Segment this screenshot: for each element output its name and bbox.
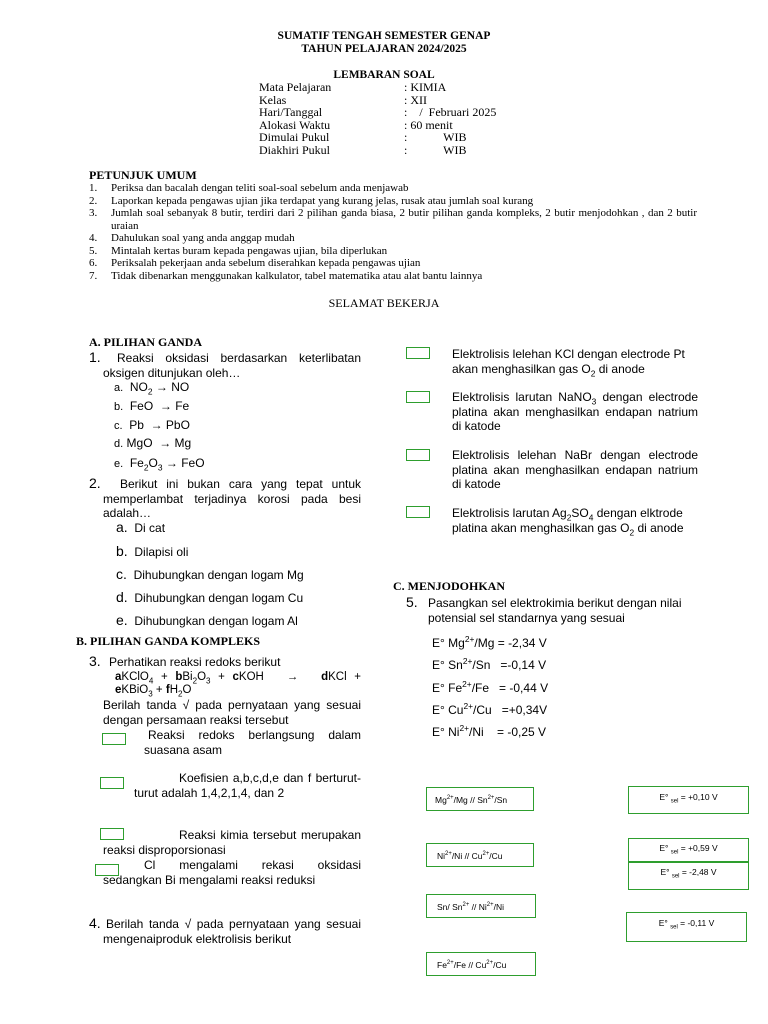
rule-text: Periksa dan bacalah dengan teliti soal-soal sebelum anda menjawab — [111, 182, 409, 194]
answer-checkbox[interactable] — [406, 347, 430, 359]
rule-text: Mintalah kertas buram kepada pengawas ujian, bila diperlukan — [111, 244, 388, 257]
potential-value: -0,14 V — [507, 658, 547, 672]
rule-text: Jumlah soal sebanyak 8 butir, terdiri dari 2 pilihan ganda biasa, 2 butir pilihan ganda kompleks, 2 butir menjodohkan , dan 2 butir uraian — [111, 207, 697, 232]
option-letter: e. — [114, 458, 124, 470]
electrolysis-statement: Elektrolisis lelehan NaBr dengan electrode platina akan menghasilkan endapan natrium di katode — [452, 448, 698, 491]
info-value: : KIMIA — [404, 80, 447, 94]
rule-number: 4. — [89, 232, 98, 244]
option: e. $Fe_2O_3$ → FeO — [114, 456, 205, 473]
option-text: Di cat — [134, 521, 166, 535]
option-letter: c. — [114, 420, 123, 432]
question-text: Berikut ini bukan cara yang tepat untuk memperlambat terjadinya korosi pada besi adalah… — [103, 477, 361, 520]
sheet-title: LEMBARAN SOAL — [333, 69, 435, 81]
section-c-heading: C. MENJODOHKAN — [393, 579, 505, 593]
info-label: Hari/Tanggal — [259, 105, 323, 119]
rule-text: Laporkan kepada pengawas ujian jika terdapat yang kurang jelas, rusak atau jumlah soal kurang — [111, 194, 534, 207]
statement-text: Reaksi kimia tersebut merupakan reaksi disproporsionasi — [103, 828, 361, 857]
answer-checkbox[interactable] — [100, 777, 124, 789]
exam-year: TAHUN PELAJARAN 2024/2025 — [301, 43, 467, 55]
answer-checkbox[interactable] — [102, 733, 126, 745]
exam-title: SUMATIF TENGAH SEMESTER GENAP — [277, 30, 491, 42]
rule-number: 2. — [89, 194, 98, 207]
potential-row: E° $Cu^{2+}/Cu =+0,34V$ — [432, 701, 548, 717]
cell-notation-box[interactable]: $Mg^{2+}/Mg // Sn^{2+}/Sn$ — [426, 787, 534, 811]
rule-number: 6. — [89, 257, 98, 269]
exam-info — [259, 81, 519, 156]
option — [116, 543, 188, 559]
potential-value: -0,25 V — [507, 725, 547, 739]
option-letter: d. — [116, 589, 128, 605]
question-text: Perhatikan reaksi redoks berikut — [109, 655, 281, 669]
esel-value: -2,48 V — [689, 867, 717, 877]
option-letter: a. — [116, 519, 128, 535]
option — [116, 566, 304, 582]
statement-text: Cl mengalami rekasi oksidasi sedangkan Bi mengalami reaksi reduksi — [103, 858, 361, 887]
option: a. $NO_2$ → NO — [114, 380, 190, 397]
rule-text: Tidak dibenarkan menggunakan kalkulator, tabel matematika atau alat bantu lainnya — [111, 269, 483, 282]
option — [116, 519, 165, 535]
option-letter: e. — [116, 612, 128, 628]
info-value: : / Februari 2025 — [404, 105, 497, 119]
cell-notation-box[interactable]: $Ni^{2+}/Ni // Cu^{2+}/Cu$ — [426, 843, 534, 867]
info-label: Mata Pelajaran — [259, 80, 332, 94]
question-text: Pasangkan sel elektrokimia berikut dengan nilai potensial sel standarnya yang sesuai — [428, 596, 682, 625]
esel-value: -0,11 V — [687, 918, 715, 928]
electrolysis-statement: Elektrolisis larutan NaNO$_3$ dengan electrode platina akan menghasilkan endapan natrium di katode — [452, 390, 699, 433]
question-number: 5. — [406, 594, 418, 610]
cell-notation-box[interactable]: $Fe^{2+}/Fe // Cu^{2+}/Cu$ — [426, 952, 536, 976]
question-text: Berilah tanda √ pada pernyataan yang sesuai mengenaiproduk elektrolisis berikut — [103, 917, 361, 946]
option: d. MgO → Mg — [114, 436, 192, 450]
esel-value-box[interactable]: E° $_{sel}$ = -2,48 V — [628, 862, 749, 890]
answer-checkbox[interactable] — [406, 449, 430, 461]
rule-number: 5. — [89, 244, 98, 257]
petunjuk-heading: PETUNJUK UMUM — [89, 168, 197, 182]
esel-value-box[interactable]: E° $_{sel}$ = -0,11 V — [626, 912, 747, 942]
question-instruction: Berilah tanda √ pada pernyataan yang sesuai dengan persamaan reaksi tersebut — [103, 698, 361, 727]
potential-value: -2,34 V — [508, 636, 547, 650]
rule-number: 3. — [89, 207, 98, 219]
question-number: 3. — [89, 653, 101, 669]
option-letter: c. — [116, 566, 127, 582]
potential-row: E° $Fe^{2+}/Fe = -0,44$ V — [432, 679, 549, 695]
rule-text: Dahulukan soal yang anda anggap mudah — [111, 232, 295, 244]
redox-equation: aKClO$_4$ + $bBi_2O_3$ + cKOH → dKCl + — [115, 671, 361, 686]
cell-notation-box[interactable]: Sn/ $Sn^{2+} // Ni^{2+}/Ni$ — [426, 894, 536, 918]
electrolysis-statement: Elektrolisis larutan $Ag_2SO_4$ dengan elktrode platina akan menghasilkan gas $O_2$ di anode — [452, 506, 684, 537]
option-letter: b. — [116, 543, 128, 559]
rule-text: Periksalah pekerjaan anda sebelum diserahkan kepada pengawas ujian — [111, 257, 421, 269]
option-text: Dilapisi oli — [134, 545, 189, 559]
info-value: : XII — [404, 92, 427, 107]
option: b. FeO → Fe — [114, 399, 190, 413]
esel-value: +0,10 V — [688, 792, 718, 802]
question-text: Reaksi oksidasi berdasarkan keterlibatan oksigen ditunjukan oleh… — [103, 351, 361, 380]
option — [116, 612, 298, 628]
section-a-heading: A. PILIHAN GANDA — [89, 335, 203, 349]
potential-row: E° $Mg^{2+}/Mg = -2,34$ V — [432, 634, 547, 650]
redox-equation-cont: eKBiO$_3$ + $fH_2O$ — [115, 684, 192, 699]
option-text: Dihubungkan dengan logam Al — [134, 614, 298, 628]
info-value: : WIB — [404, 142, 467, 157]
answer-checkbox[interactable] — [406, 506, 430, 518]
esel-value-box[interactable]: E° $_{sel}$ = +0,59 V — [628, 838, 749, 862]
question-number: 4. — [89, 915, 101, 931]
info-label: Alokasi Waktu — [259, 117, 331, 132]
rule-number: 1. — [89, 182, 98, 194]
potential-row: E° $Ni^{2+}/Ni$ = -0,25 V — [432, 723, 547, 739]
potential-value: -0,44 V — [509, 681, 549, 695]
option-letter: d. — [114, 438, 124, 450]
statement-text: Koefisien a,b,c,d,e dan f berturut-turut adalah 1,4,2,1,4, dan 2 — [134, 771, 361, 800]
option-text: Dihubungkan dengan logam Cu — [134, 591, 304, 605]
info-value: : WIB — [404, 130, 467, 144]
greeting: SELAMAT BEKERJA — [328, 296, 440, 310]
info-label: Dimulai Pukul — [259, 130, 330, 144]
info-value: : 60 menit — [404, 117, 453, 132]
option — [116, 589, 303, 605]
electrolysis-statement: Elektrolisis lelehan KCl dengan electrode Pt akan menghasilkan gas $O_2$ di anode — [452, 347, 685, 378]
answer-checkbox[interactable] — [406, 391, 430, 403]
esel-value-box[interactable]: E° $_{sel}$ = +0,10 V — [628, 786, 749, 814]
info-label: Diakhiri Pukul — [259, 142, 330, 157]
esel-value: +0,59 V — [688, 843, 718, 853]
info-label: Kelas — [259, 92, 287, 107]
question-number: 2. — [89, 475, 101, 491]
section-b-heading: B. PILIHAN GANDA KOMPLEKS — [76, 634, 261, 648]
potential-row: E° $Sn^{2+}/Sn =-0,14$ V — [432, 656, 547, 672]
option: c. Pb → PbO — [114, 418, 190, 432]
option-text: Dihubungkan dengan logam Mg — [133, 568, 304, 582]
petunjuk-list — [89, 182, 697, 282]
option-letter: b. — [114, 401, 124, 413]
potential-value: +0,34V — [508, 703, 548, 717]
option-letter: a. — [114, 382, 124, 394]
rule-number: 7. — [89, 269, 98, 282]
question-number: 1. — [89, 349, 101, 365]
statement-text: Reaksi redoks berlangsung dalam suasana asam — [144, 728, 361, 757]
